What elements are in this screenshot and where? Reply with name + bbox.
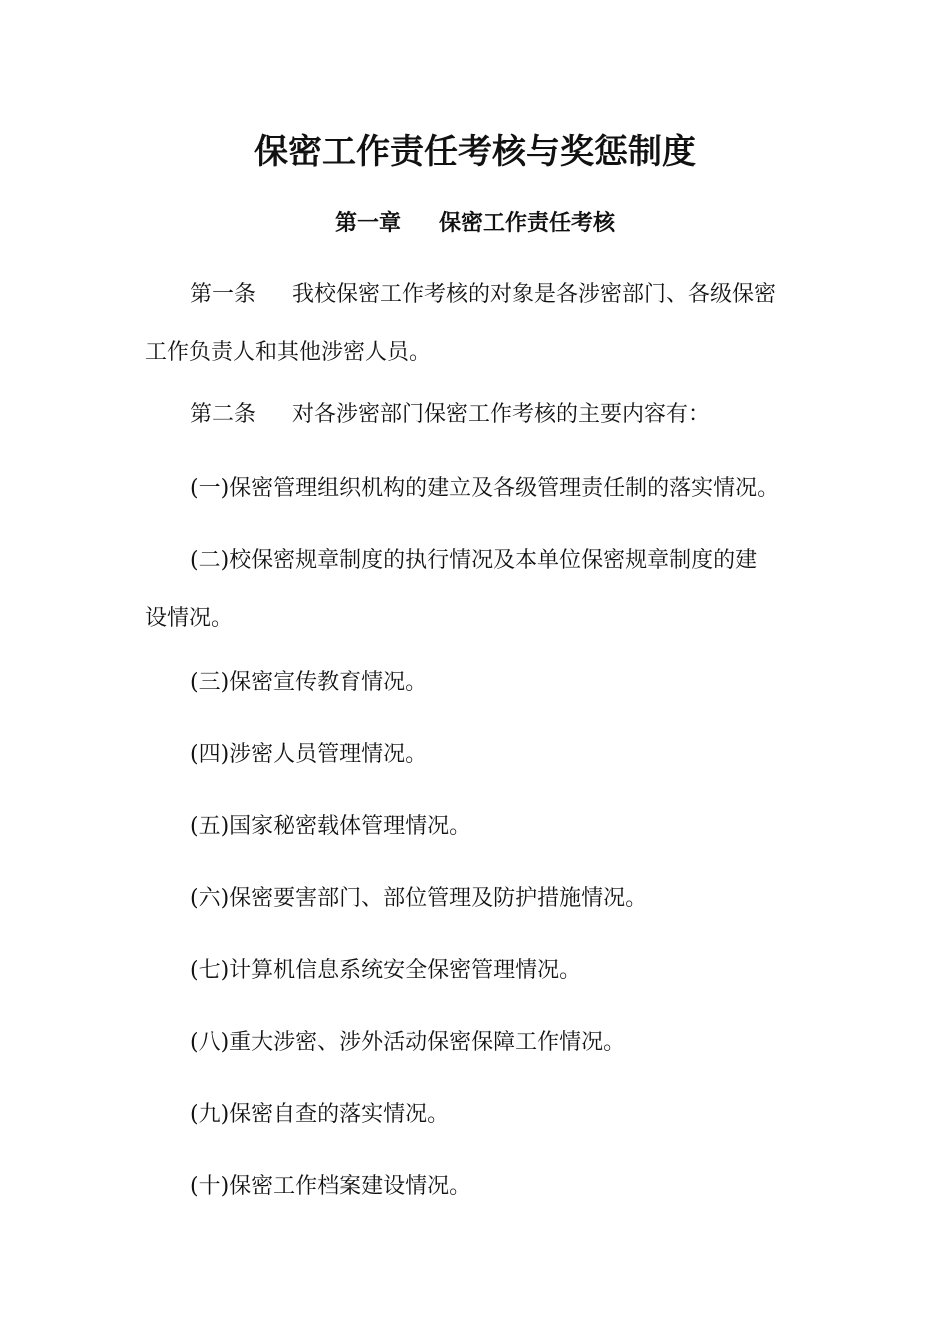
article-1 xyxy=(145,266,807,382)
article-1-number: 第一条 xyxy=(190,282,257,307)
list-item-2-line-2: 设情况。 xyxy=(145,606,234,631)
article-1-line-2: 工作负责人和其他涉密人员。 xyxy=(145,340,432,365)
article-2 xyxy=(145,386,807,444)
list-item-2-line-1: (二)校保密规章制度的执行情况及本单位保密规章制度的建 xyxy=(190,548,758,573)
article-2-line-1: 对各涉密部门保密工作考核的主要内容有： xyxy=(292,402,711,427)
list-item-1: (一)保密管理组织机构的建立及各级管理责任制的落实情况。 xyxy=(190,476,780,501)
list-item-2 xyxy=(145,532,807,648)
list-item-3: (三)保密宣传教育情况。 xyxy=(190,670,428,695)
list-item-9: (九)保密自查的落实情况。 xyxy=(190,1102,450,1127)
document-title: 保密工作责任考核与奖惩制度 xyxy=(254,132,696,172)
list-item-7: (七)计算机信息系统安全保密管理情况。 xyxy=(190,958,582,983)
list-item-8: (八)重大涉密、涉外活动保密保障工作情况。 xyxy=(190,1030,626,1055)
list-item-10: (十)保密工作档案建设情况。 xyxy=(190,1174,472,1199)
chapter-heading xyxy=(0,206,950,240)
article-1-line-1: 我校保密工作考核的对象是各涉密部门、各级保密 xyxy=(292,282,777,307)
chapter-number: 第一章 xyxy=(334,210,401,236)
list-item-5: (五)国家秘密载体管理情况。 xyxy=(190,814,472,839)
list-item-4: (四)涉密人员管理情况。 xyxy=(190,742,428,767)
chapter-name: 保密工作责任考核 xyxy=(439,210,616,236)
list-item-6: (六)保密要害部门、部位管理及防护措施情况。 xyxy=(190,886,648,911)
article-2-number: 第二条 xyxy=(190,402,257,427)
